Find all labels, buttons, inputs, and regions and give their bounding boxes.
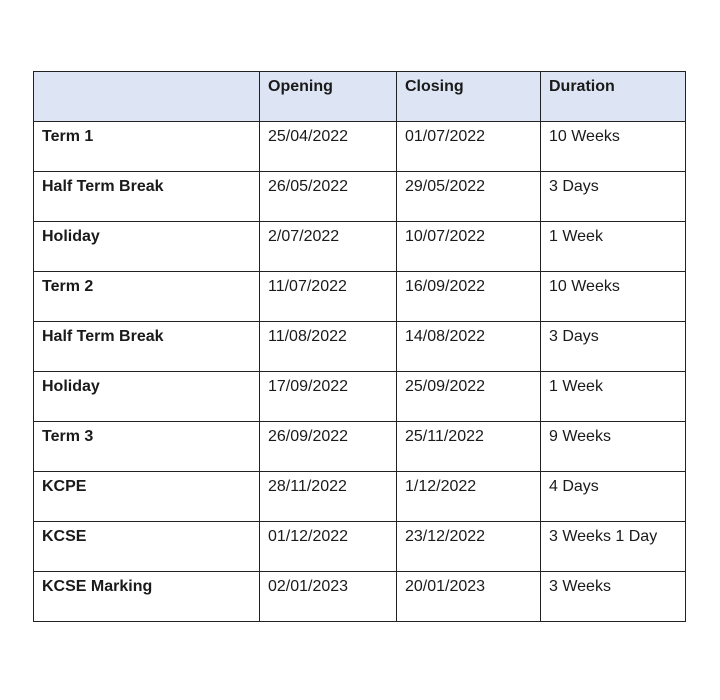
table-row — [34, 222, 686, 272]
closing-date: 23/12/2022 — [397, 522, 541, 572]
event-name: Term 2 — [34, 272, 260, 322]
closing-date: 16/09/2022 — [397, 272, 541, 322]
school-calendar-table — [33, 71, 686, 622]
duration: 9 Weeks — [541, 422, 686, 472]
header-opening: Opening — [260, 72, 397, 122]
closing-date: 25/09/2022 — [397, 372, 541, 422]
duration: 1 Week — [541, 222, 686, 272]
opening-date: 28/11/2022 — [260, 472, 397, 522]
table-row — [34, 472, 686, 522]
table-row — [34, 122, 686, 172]
closing-date: 20/01/2023 — [397, 572, 541, 622]
duration: 3 Weeks — [541, 572, 686, 622]
event-name: Holiday — [34, 372, 260, 422]
closing-date: 1/12/2022 — [397, 472, 541, 522]
opening-date: 26/09/2022 — [260, 422, 397, 472]
event-name: KCSE — [34, 522, 260, 572]
opening-date: 2/07/2022 — [260, 222, 397, 272]
table-row — [34, 172, 686, 222]
opening-date: 01/12/2022 — [260, 522, 397, 572]
closing-date: 01/07/2022 — [397, 122, 541, 172]
event-name: Half Term Break — [34, 172, 260, 222]
table-row — [34, 272, 686, 322]
table-row — [34, 422, 686, 472]
event-name: KCPE — [34, 472, 260, 522]
header-event — [34, 72, 260, 122]
table-row — [34, 522, 686, 572]
event-name: Term 1 — [34, 122, 260, 172]
opening-date: 17/09/2022 — [260, 372, 397, 422]
duration: 10 Weeks — [541, 122, 686, 172]
header-duration: Duration — [541, 72, 686, 122]
closing-date: 25/11/2022 — [397, 422, 541, 472]
closing-date: 10/07/2022 — [397, 222, 541, 272]
event-name: Term 3 — [34, 422, 260, 472]
opening-date: 11/07/2022 — [260, 272, 397, 322]
event-name: Half Term Break — [34, 322, 260, 372]
closing-date: 14/08/2022 — [397, 322, 541, 372]
duration: 3 Days — [541, 322, 686, 372]
table-row — [34, 572, 686, 622]
opening-date: 11/08/2022 — [260, 322, 397, 372]
duration: 10 Weeks — [541, 272, 686, 322]
duration: 3 Days — [541, 172, 686, 222]
header-closing: Closing — [397, 72, 541, 122]
opening-date: 02/01/2023 — [260, 572, 397, 622]
table-row — [34, 322, 686, 372]
duration: 4 Days — [541, 472, 686, 522]
event-name: Holiday — [34, 222, 260, 272]
duration: 3 Weeks 1 Day — [541, 522, 686, 572]
opening-date: 25/04/2022 — [260, 122, 397, 172]
event-name: KCSE Marking — [34, 572, 260, 622]
table-row — [34, 372, 686, 422]
table-header-row — [34, 72, 686, 122]
closing-date: 29/05/2022 — [397, 172, 541, 222]
opening-date: 26/05/2022 — [260, 172, 397, 222]
duration: 1 Week — [541, 372, 686, 422]
